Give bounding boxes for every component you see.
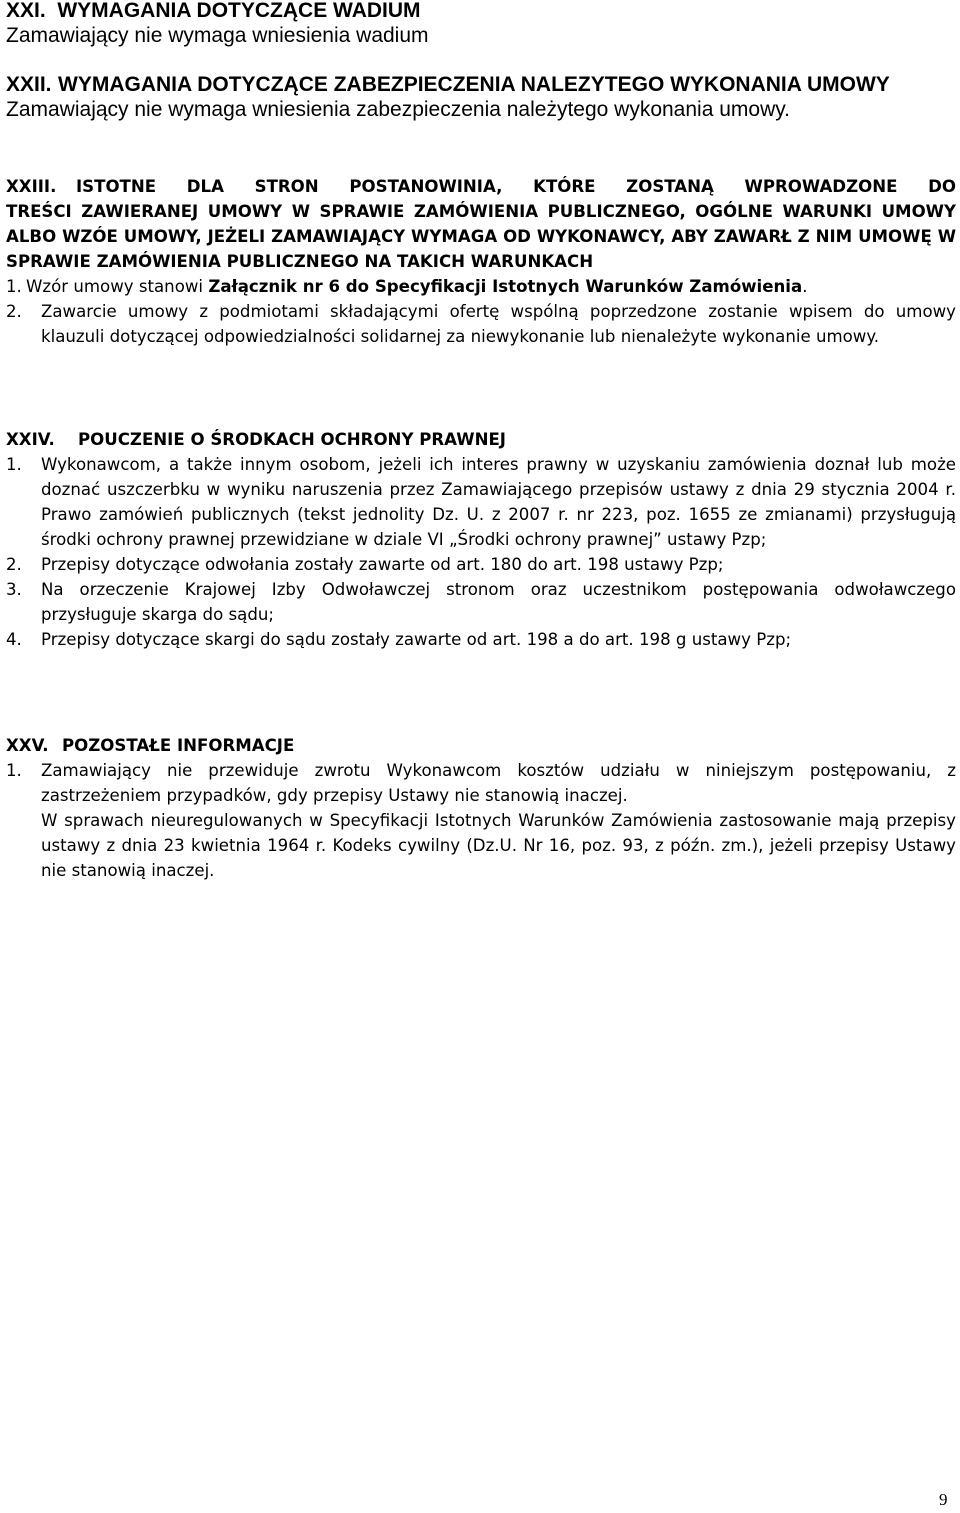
section-xxii-text: Zamawiający nie wymaga wniesienia zabezpieczenia należytego wykonania umowy. <box>6 98 791 121</box>
section-xxi <box>6 0 956 48</box>
section-xxiv-title: POUCZENIE O ŚRODKACH OCHRONY PRAWNEJ <box>78 430 506 449</box>
list-item-text: Zamawiający nie przewiduje zwrotu Wykonawcom kosztów udziału w niniejszym postępowaniu, z zastrzeżeniem przypadków, gdy przepisy Ustawy nie stanowią inaczej. <box>41 761 956 805</box>
page-number: 9 <box>939 1490 948 1509</box>
section-xxiv-number: XXIV. <box>6 430 55 449</box>
section-xxiii-heading <box>6 174 956 274</box>
section-xxii <box>6 72 956 122</box>
section-xxii-heading <box>6 72 956 97</box>
list-item-number: 2. <box>6 302 22 321</box>
section-xxv-number: XXV. <box>6 736 49 755</box>
list-item-number: 1. <box>6 277 22 296</box>
list-item <box>6 552 956 577</box>
section-xxiii-number: XXIII. <box>6 177 57 196</box>
list-item <box>6 577 956 627</box>
section-xxv-title: POZOSTAŁE INFORMACJE <box>62 736 295 755</box>
list-item-text: Przepisy dotyczące odwołania zostały zawarte od art. 180 do art. 198 ustawy Pzp; <box>41 555 724 574</box>
list-item-text: Zawarcie umowy z podmiotami składającymi ofertę wspólną poprzedzone zostanie wpisem do umowy klauzuli dotyczącej odpowiedzialności solidarnej za niewykonanie lub nienależyte wykonanie umowy. <box>41 302 956 346</box>
list-item-text: Przepisy dotyczące skargi do sądu zostały zawarte od art. 198 a do art. 198 g ustawy Pzp; <box>41 630 792 649</box>
list-item-text-end: . <box>802 277 808 296</box>
list-item <box>6 627 956 652</box>
list-item-text <box>26 274 956 299</box>
section-xxii-number: XXII. <box>6 73 52 96</box>
list-item-text-bold: Załącznik nr 6 do Specyfikacji Istotnych Warunków Zamówienia <box>208 277 803 296</box>
list-item <box>6 274 956 299</box>
list-item <box>6 299 956 349</box>
list-item-number: 1. <box>6 455 22 474</box>
list-item-text: Wykonawcom, a także innym osobom, jeżeli ich interes prawny w uzyskaniu zamówienia doznał lub może doznać uszczerbku w wyniku naruszenia przez Zamawiającego przepisów ustawy z dnia 29 stycznia 2004 r. Prawo zamówień publicznych (tekst jednolity Dz. U. z 2007 r. nr 223, poz. 1655 ze zmianami) przysługują środki ochrony prawnej przewidziane w dziale VI „Środki ochrony prawnej” ustawy Pzp; <box>41 455 956 549</box>
section-xxiii <box>6 174 956 349</box>
paragraph: W sprawach nieuregulowanych w Specyfikacji Istotnych Warunków Zamówienia zastosowanie mają przepisy ustawy z dnia 23 kwietnia 1964 r. Kodeks cywilny (Dz.U. Nr 16, poz. 93, z późn. zm.), jeżeli przepisy Ustawy nie stanowią inaczej. <box>41 811 956 880</box>
list-item-number: 1. <box>6 761 22 780</box>
list-item-text: Na orzeczenie Krajowej Izby Odwoławczej stronom oraz uczestnikom postępowania odwoławczego przysługuje skarga do sądu; <box>41 580 956 624</box>
section-xxi-text: Zamawiający nie wymaga wniesienia wadium <box>6 24 429 47</box>
list-item-number: 4. <box>6 630 22 649</box>
section-xxiii-title-first: ISTOTNE DLA STRON POSTANOWINIA, KTÓRE ZOSTANĄ WPROWADZONE DO <box>76 177 956 196</box>
section-xxi-heading: XXI. WYMAGANIA DOTYCZĄCE WADIUM <box>6 0 421 22</box>
section-xxiii-title-rest: TREŚCI ZAWIERANEJ UMOWY W SPRAWIE ZAMÓWIENIA PUBLICZNEGO, OGÓLNE WARUNKI UMOWY ALBO WZÓE UMOWY, JEŻELI ZAMAWIAJĄCY WYMAGA OD WYKONAWCY, ABY ZAWARŁ Z NIM UMOWĘ W SPRAWIE ZAMÓWIENIA PUBLICZNEGO NA TAKICH WARUNKACH <box>6 202 956 271</box>
section-xxv-heading <box>6 733 956 758</box>
section-xxiv <box>6 427 956 652</box>
section-xxii-title: WYMAGANIA DOTYCZĄCE ZABEZPIECZENIA NALEZYTEGO WYKONANIA UMOWY <box>58 73 890 96</box>
list-item-text-plain: Wzór umowy stanowi <box>26 277 209 296</box>
section-xxiv-heading <box>6 427 956 452</box>
section-xxv <box>6 733 956 883</box>
list-item <box>6 758 956 808</box>
list-item <box>6 452 956 552</box>
list-item-number: 3. <box>6 580 22 599</box>
list-item-number: 2. <box>6 555 22 574</box>
